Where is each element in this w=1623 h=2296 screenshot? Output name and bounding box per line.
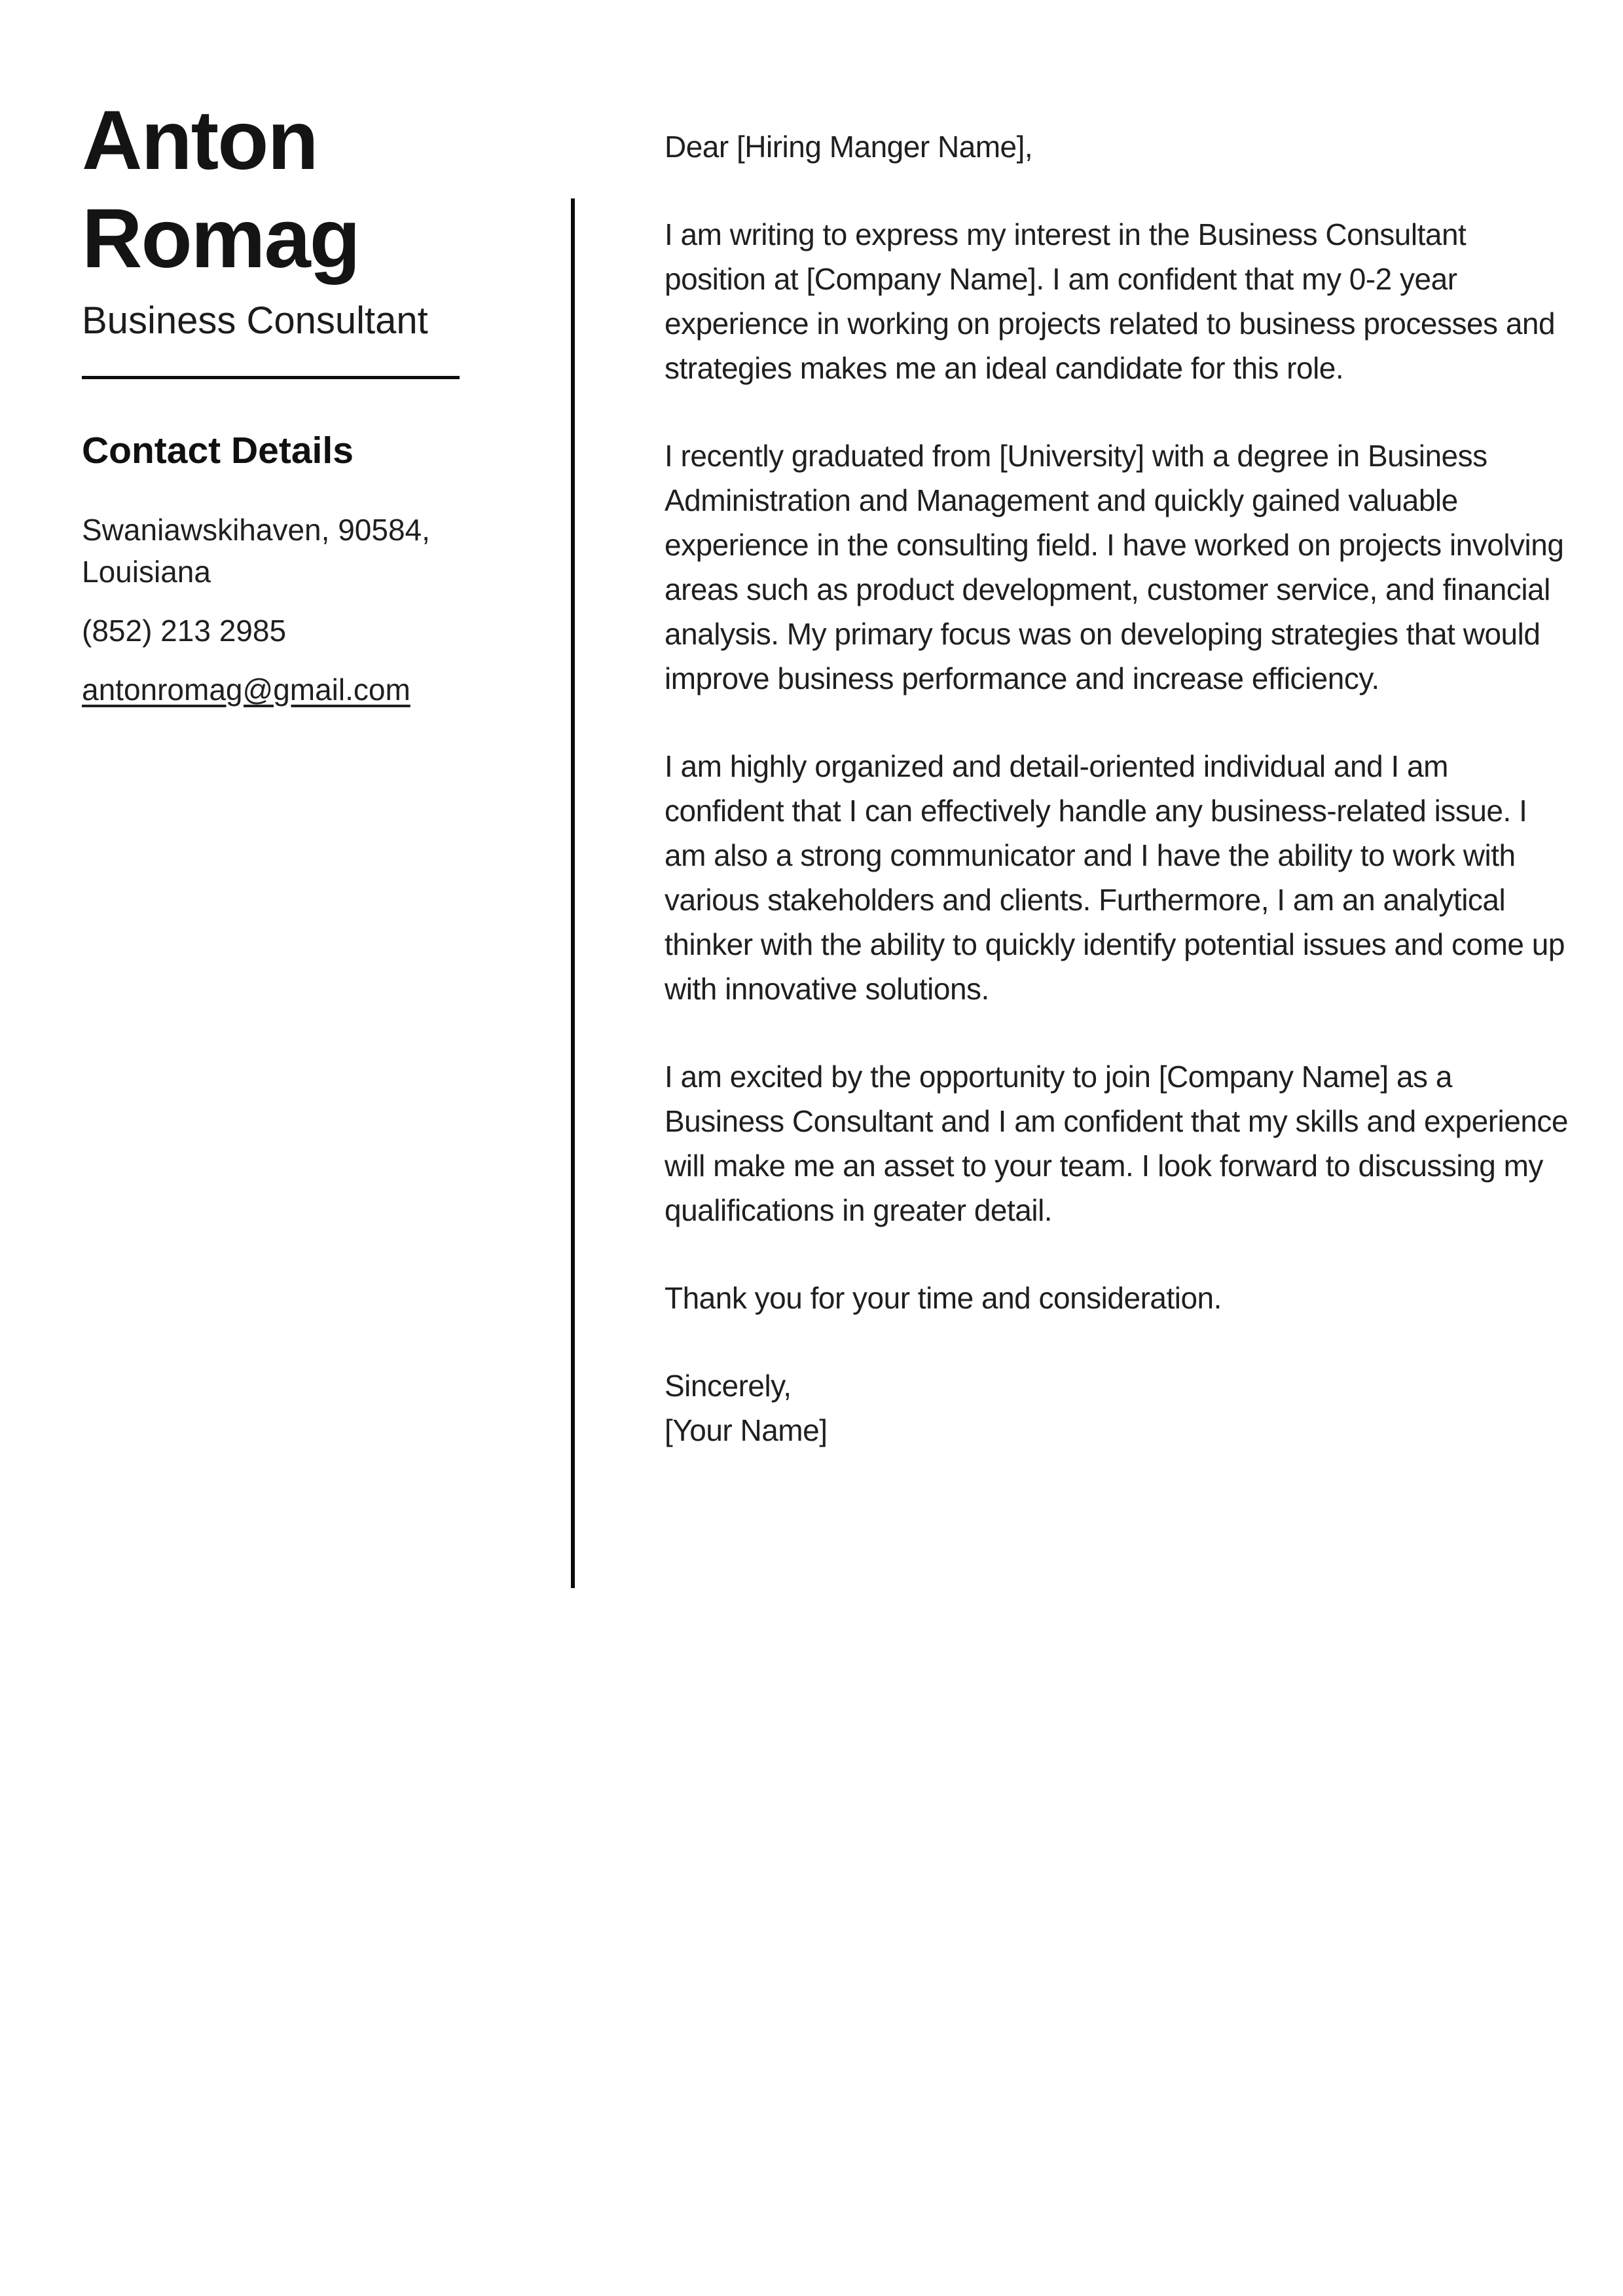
letter-paragraph: I am highly organized and detail-oriented individual and I am confident that I can effectively handle any business-related issue. I am also a strong communicator and I have the ability to work with various stakeholders and clients. Furthermore, I am an analytical thinker with the ability to quickly identify potential issues and come up with innovative solutions.: [665, 749, 1565, 1006]
candidate-first-name: Anton: [82, 94, 318, 187]
closing-block: [665, 1363, 1575, 1453]
vertical-divider: [571, 198, 575, 1588]
closing-salutation: Sincerely,: [665, 1369, 792, 1403]
contact-email: [82, 669, 501, 711]
horizontal-divider: [82, 376, 460, 379]
cover-letter-body: [665, 124, 1575, 1453]
signature-placeholder: [Your Name]: [665, 1413, 828, 1447]
letter-paragraph: I am writing to express my interest in the Business Consultant position at [Company Name]. I am confident that my 0-2 year experience in working on projects related to business processes and strategies makes me an ideal candidate for this role.: [665, 217, 1556, 385]
email-link[interactable]: antonromag@gmail.com: [82, 673, 410, 707]
contact-address: Swaniawskihaven, 90584, Louisiana: [82, 513, 430, 589]
contact-details-heading: Contact Details: [82, 430, 354, 472]
contact-phone: (852) 213 2985: [82, 614, 287, 648]
candidate-name: [82, 92, 534, 288]
thanks-line: Thank you for your time and consideration.: [665, 1281, 1222, 1315]
letter-paragraph: I am excited by the opportunity to join [Company Name] as a Business Consultant and I am confident that my skills and experience will make me an asset to your team. I look forward to discussing my qualifications in greater detail.: [665, 1060, 1568, 1227]
candidate-last-name: Romag: [82, 192, 359, 286]
salutation: Dear [Hiring Manger Name],: [665, 130, 1033, 164]
candidate-job-title: Business Consultant: [82, 299, 428, 342]
letter-paragraph: I recently graduated from [University] with a degree in Business Administration and Management and quickly gained valuable experience in the consulting field. I have worked on projects involving areas such as product development, customer service, and financial analysis. My primary focus was on developing strategies that would improve business performance and increase efficiency.: [665, 439, 1564, 695]
sidebar: [82, 92, 534, 711]
